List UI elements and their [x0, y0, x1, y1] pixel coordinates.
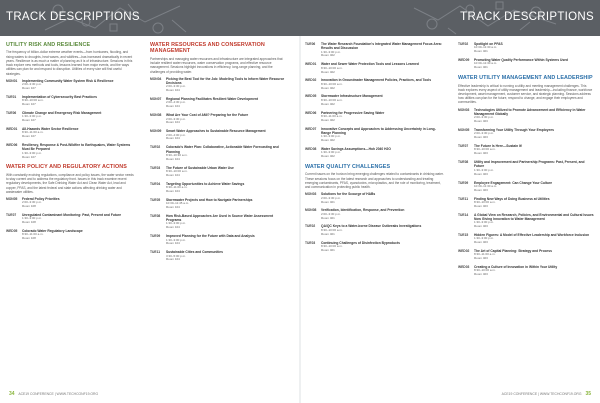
session-time: 2:00–4:00 p.m.: [166, 132, 187, 137]
session-entry: [6, 197, 136, 209]
session-details: [474, 233, 594, 245]
session-entry: [458, 160, 594, 176]
session-title: The Future Is Here—Sustain It!: [474, 144, 523, 149]
session-room: Room 401: [321, 199, 335, 204]
session-entry: [150, 182, 288, 194]
session-time: 8:30–11:00 a.m.: [22, 130, 44, 135]
session-room: Room 107: [22, 134, 36, 139]
session-title: All-Hazards Water Sector Resilience: [22, 126, 79, 131]
session-title: Water Savings Assumptions—Hoh 2040 H2O: [321, 146, 391, 151]
session-entry: [6, 95, 136, 107]
session-time: 8:30–11:00 a.m.: [474, 252, 496, 257]
session-time: 8:30–10:00 a.m.: [321, 227, 343, 232]
session-entry: [458, 108, 594, 124]
session-title: Transforming Your Utility Through Your Employees: [474, 128, 554, 133]
session-code: TUE03: [305, 240, 316, 245]
session-code: WED06: [305, 110, 317, 115]
session-entry: [458, 213, 594, 229]
section-description: Effective leadership is critical to running a utility and meeting management challenges. This track explores every aspect of utility management and leadership—including finance, workforce development, asset management, customer service, and strategic planning. Sessions address how utilities can plan for the future, respond to change, and engage their employees and communities.: [458, 83, 593, 105]
session-entry: [305, 147, 445, 159]
session-time: 2:00–3:30 p.m.: [321, 211, 342, 216]
session-time: 2:00–3:30 p.m.: [22, 82, 43, 87]
session-title: Regional Planning Facilitates Resilient Water Development: [166, 97, 259, 102]
session-details: [166, 129, 288, 141]
session-entry: [458, 181, 594, 193]
session-details: [321, 62, 445, 74]
session-room: Room 401: [474, 49, 488, 54]
session-room: Room 104: [166, 241, 180, 246]
session-room: Room 402: [321, 53, 335, 58]
session-details: [321, 147, 445, 159]
page-gutter: [299, 36, 301, 403]
session-details: [166, 182, 288, 194]
session-entry: [305, 241, 445, 253]
session-title: Targeting Opportunities to Achieve Water Savings: [166, 181, 245, 186]
session-time: 1:30–3:00 p.m.: [474, 167, 495, 172]
session-time: 1:30–3:00 p.m.: [321, 49, 342, 54]
session-details: [166, 77, 288, 93]
session-title: The Water Research Foundation's Integrated Water Management Focus Area: Results and Discussion: [321, 42, 442, 51]
session-time: 2:00–3:30 p.m.: [166, 84, 187, 89]
session-title: Colorado Water Regulatory Landscape: [22, 229, 83, 234]
session-room: Room 403: [474, 171, 488, 176]
session-title: The Future of Sustainable Urban Water Use: [166, 165, 234, 170]
session-room: Room 104: [166, 156, 180, 161]
session-title: Technologies Utilized to Promote Advancement and Efficiency in Water Management Globally: [474, 107, 586, 116]
column-1: [6, 42, 136, 245]
session-details: [22, 213, 136, 225]
session-code: TUE07: [6, 213, 17, 218]
session-time: 2:00–3:30 p.m.: [166, 116, 187, 121]
session-room: Room 104: [166, 104, 180, 109]
session-room: Room 403: [474, 135, 488, 140]
session-details: [474, 181, 594, 193]
column-4: [458, 42, 594, 281]
session-time: 8:30–10:00 a.m.: [166, 169, 188, 173]
session-entry: [150, 113, 288, 125]
session-code: MON08: [305, 208, 317, 213]
session-title: Innovation in Groundwater Management Policies, Practices, and Tools: [321, 78, 432, 83]
session-details: [321, 78, 445, 90]
session-code: MON03: [305, 192, 317, 197]
session-time: 8:30–10:00 a.m.: [321, 81, 343, 86]
session-room: Room 402: [321, 117, 335, 122]
session-time: 8:30–10:00 a.m.: [321, 97, 343, 102]
section-heading: WATER QUALITY CHALLENGES: [305, 164, 391, 170]
session-code: TUE08: [458, 160, 469, 165]
session-code: MON04: [150, 76, 162, 81]
session-time: 2:00–4:30 p.m.: [166, 100, 187, 105]
session-title: Hidden Figures: A Model of Effective Leadership and Workforce Inclusion: [474, 232, 590, 237]
session-entry: [305, 192, 445, 204]
session-details: [474, 265, 594, 277]
session-room: Room 402: [321, 154, 335, 159]
session-entry: [305, 62, 445, 74]
session-entry: [458, 144, 594, 156]
session-time: 8:30–11:00 a.m.: [166, 185, 188, 190]
section-description: Partnerships and managing water resources and infrastructure are integrated approaches that include resilient water resources, water conservation programs, and effective resource management. Sessions highlight innovations in efficiency, long-range planning, and the challenges of providing water.: [150, 56, 283, 74]
session-code: MON01: [6, 78, 18, 83]
session-details: [474, 108, 594, 124]
session-time: 1:30–3:00 p.m.: [474, 220, 495, 225]
session-time: 8:30–10:00 a.m.: [474, 199, 496, 204]
session-time: 8:30–11:00 a.m.: [321, 113, 343, 118]
session-title: Spotlight on PFAS: [474, 42, 503, 46]
session-code: MON08: [150, 113, 162, 118]
session-details: [321, 127, 445, 143]
session-code: WED02: [458, 249, 470, 254]
session-room: Room 402: [321, 85, 335, 90]
session-entry: [150, 145, 288, 161]
session-entry: [150, 198, 288, 210]
session-time: 8:30–10:00 a.m.: [22, 98, 44, 103]
session-time: 8:30–10:00 a.m.: [474, 147, 496, 152]
session-entry: [458, 233, 594, 245]
session-details: [321, 241, 445, 253]
session-entry: [150, 129, 288, 141]
session-title: Stormwater Projects and How to Navigate Partnerships: [166, 197, 253, 202]
footer-right: [502, 391, 594, 397]
session-room: Room 402: [321, 101, 335, 106]
session-entry: [150, 77, 288, 93]
session-code: WED09: [458, 58, 470, 63]
session-code: MON03: [458, 107, 470, 112]
session-details: [321, 42, 445, 58]
session-room: Room 403: [474, 256, 488, 261]
session-code: MON05: [458, 128, 470, 133]
session-room: Room 401: [321, 215, 335, 220]
session-title: Resiliency, Response & Post-Wildfire to Earthquakes, Water Systems Must Be Prepared: [22, 143, 131, 152]
session-code: WED05: [6, 229, 18, 234]
session-details: [321, 224, 445, 236]
session-room: Room 401: [321, 231, 335, 236]
session-code: TUE04: [150, 181, 161, 186]
session-entry: [458, 128, 594, 140]
session-title: Picking the Best Tool for the Job: Modeling Tools to Inform Water Resource Decisions: [166, 76, 285, 86]
session-room: Room 104: [166, 88, 180, 93]
session-title: Climate Change and Emergency Risk Management: [22, 110, 102, 115]
session-entry: [150, 166, 288, 178]
session-code: TUE11: [458, 196, 469, 201]
session-time: 1:30–3:00 p.m.: [22, 216, 43, 221]
session-time: 2:00–3:30 p.m.: [22, 200, 43, 205]
session-title: Innovative Concepts and Approaches to Addressing Uncertainty in Long-Range Planning: [321, 126, 436, 135]
session-time: 1:30–3:00 p.m.: [321, 150, 342, 155]
session-title: Stormwater Infrastructure Management: [321, 94, 383, 99]
session-code: TUE07: [458, 144, 469, 149]
session-room: Room 402: [321, 138, 335, 143]
session-code: TUE11: [150, 250, 161, 255]
page-title-left: TRACK DESCRIPTIONS: [6, 11, 140, 23]
session-title: The Art of Capital Planning: Strategy and Process: [474, 249, 552, 254]
session-details: [474, 128, 594, 140]
session-title: Partnering for Progressive Saving Water: [321, 110, 385, 115]
session-title: Implementation of Cybersecurity Best Practices: [22, 94, 97, 99]
session-code: MON09: [150, 129, 162, 134]
session-title: Smart Water Approaches to Sustainable Resource Management: [166, 129, 266, 134]
session-room: Room 403: [474, 187, 488, 192]
session-room: Room 402: [321, 69, 335, 74]
session-entry: [150, 214, 288, 230]
session-details: [321, 208, 445, 220]
session-room: Room 403: [474, 224, 488, 229]
session-time: 3:30–5:00 p.m.: [166, 253, 187, 258]
session-time: 1:30–3:00 p.m.: [321, 134, 342, 139]
session-time: 1:30–3:00 p.m.: [474, 236, 495, 241]
session-title: A Global View on Research, Policies, and Environmental and Cultural Issues Now Giving Innovation to Water Management: [474, 212, 594, 221]
session-title: Finding New Ways of Doing Business at Utilities: [474, 196, 550, 201]
session-entry: [305, 78, 445, 90]
session-code: TUE02: [458, 42, 469, 46]
session-title: Federal Policy Priorities: [22, 196, 60, 201]
column-3: [305, 42, 445, 257]
session-room: Room 108: [22, 204, 36, 209]
session-details: [474, 213, 594, 229]
session-title: How Risk-Based Approaches Are Used in Source Water Assessment Programs: [166, 213, 274, 223]
session-time: 10:30–11:45 a.m.: [166, 201, 190, 206]
session-time: 1:30–3:00 p.m.: [166, 221, 187, 226]
session-time: 8:30–10:00 a.m.: [321, 243, 343, 248]
session-time: 1:30–3:00 p.m.: [166, 237, 187, 242]
session-room: Room 108: [22, 220, 36, 225]
page-title-right: TRACK DESCRIPTIONS: [460, 11, 594, 23]
session-details: [321, 111, 445, 123]
session-room: Room 104: [166, 225, 180, 230]
session-title: Implementing Community Water System Risk & Resilience: [22, 78, 114, 83]
session-room: Room 403: [474, 203, 488, 208]
session-time: 10:30–11:30 a.m.: [474, 45, 498, 50]
session-title: Water and Sewer Water Protection Tools and Lessons Learned: [321, 62, 419, 67]
session-code: WED03: [458, 265, 470, 270]
session-code: TUE14: [458, 212, 469, 217]
session-title: Continuing Challenges of Disinfection Byproducts: [321, 240, 400, 245]
section-description: Current issues on the horizon bring emerging challenges related to contaminants in drinking water. These sessions focus on the latest research and approaches to understanding and treating emerging contaminants, PFAS, cyanotoxins, microplastics, and the role of monitoring, treatment, and communication in protecting public health.: [305, 172, 444, 190]
session-time: 8:30–10:00 a.m.: [474, 268, 496, 273]
session-details: [166, 145, 288, 161]
session-entry: [305, 127, 445, 143]
session-title: Unregulated Contaminant Monitoring: Past, Present and Future: [22, 213, 122, 218]
session-code: MON05: [6, 196, 18, 201]
session-room: Room 401: [474, 65, 488, 70]
session-entry: [150, 234, 288, 246]
session-details: [474, 249, 594, 261]
session-time: 2:00–3:30 p.m.: [474, 115, 495, 120]
session-room: Room 401: [321, 247, 335, 252]
session-details: [22, 111, 136, 123]
session-code: TUE09: [150, 234, 161, 239]
section-description: With constantly evolving regulations, compliance and policy issues, the water sector needs to stay current and to address the regulatory front. Issues in this track examine recent regulatory developments, the Safe Drinking Water Act and Clean Water Act, lead and copper, PFAS, and the latest federal and state actions affecting drinking water and wastewater utilities.: [6, 172, 134, 194]
session-code: MON07: [150, 97, 162, 102]
session-room: Room 104: [166, 188, 180, 193]
session-details: [474, 160, 594, 176]
session-details: [22, 79, 136, 91]
session-details: [166, 250, 288, 262]
session-room: Room 403: [474, 272, 488, 277]
session-code: TUE02: [150, 145, 161, 150]
session-entry: [458, 58, 594, 70]
session-code: WED01: [305, 62, 317, 67]
footer-text: ACE19 CONFERENCE | WWW.TECHCONF19.ORG: [501, 391, 582, 396]
session-time: 2:00–3:30 p.m.: [321, 195, 342, 200]
session-time: 1:30–3:00 p.m.: [22, 114, 43, 119]
session-room: Room 107: [22, 85, 36, 90]
session-time: 10:30–11:30 a.m.: [474, 61, 498, 66]
session-room: Room 107: [22, 118, 36, 123]
session-time: 1:30–3:00 p.m.: [22, 150, 43, 155]
session-entry: [305, 111, 445, 123]
session-entry: [458, 249, 594, 261]
session-code: WED02: [305, 78, 317, 83]
session-title: Creating a Culture of Innovation in Within Your Utility: [474, 265, 558, 270]
session-title: Promoting Water Quality Performance Within Systems Used: [474, 58, 569, 63]
section-heading: WATER POLICY AND REGULATORY ACTIONS: [6, 164, 127, 171]
session-entry: [305, 208, 445, 220]
session-title: Employee Engagement: Can Change Your Culture: [474, 180, 553, 185]
section-heading: WATER RESOURCES AND CONSERVATION MANAGEMENT: [150, 42, 265, 55]
section-heading: UTILITY RISK AND RESILIENCE: [6, 42, 91, 48]
session-title: Utility and Improvement and Partnership Programs: Past, Present, and Future: [474, 160, 585, 169]
session-code: TUE15: [458, 232, 469, 237]
header-banner: [0, 0, 600, 36]
session-title: Sustainable Cities and Communities: [166, 250, 223, 255]
section-description: The frequency of billion-dollar extreme weather events—from hurricanes, flooding, and rising waters to droughts, heat waves, and wildfires—has increased dramatically in recent years. Resilience is as much a matter of planning as it is of infrastructure. Sessions in this track explore new methods and tools, lessons learned from major events, and the ways utilities can plan for and respond to disruption. Utilities of every size will find useful strategies.: [6, 50, 133, 76]
session-time: 8:30–10:30 a.m.: [166, 152, 188, 157]
session-details: [166, 113, 288, 125]
session-title: Colorado's Water Plan: Collaborative, Actionable Water Forecasting and Planning: [166, 145, 279, 154]
session-room: Room 104: [166, 120, 180, 125]
session-code: TUE06: [305, 42, 316, 46]
session-code: TUE09: [458, 180, 469, 185]
session-details: [474, 58, 594, 70]
session-room: Room 107: [22, 154, 36, 159]
session-entry: [150, 250, 288, 262]
session-title: Verification, Identification, Response, and Prevention: [321, 208, 405, 213]
session-title: Improved Planning for the Future with Data and Analysis: [166, 234, 255, 239]
session-time: 2:00–3:30 p.m.: [474, 131, 495, 136]
session-entry: [305, 224, 445, 236]
session-room: Room 108: [22, 236, 36, 241]
footer-left: [6, 391, 98, 397]
session-code: WED08: [305, 146, 317, 151]
session-code: TUE08: [150, 213, 161, 218]
session-details: [22, 95, 136, 107]
session-time: 8:30–10:00 a.m.: [321, 65, 343, 70]
session-room: Room 104: [166, 205, 180, 210]
session-title: What Are Your Cost of AMI? Preparing for the Future: [166, 113, 249, 118]
session-entry: [458, 265, 594, 277]
session-entry: [150, 97, 288, 109]
session-code: TUE02: [305, 224, 316, 229]
session-entry: [458, 42, 594, 54]
session-details: [474, 197, 594, 209]
session-details: [321, 94, 445, 106]
session-details: [166, 198, 288, 210]
session-entry: [305, 42, 445, 58]
session-room: Room 107: [22, 102, 36, 107]
session-details: [321, 192, 445, 204]
session-code: WED01: [6, 126, 18, 131]
session-entry: [6, 213, 136, 225]
session-entry: [6, 127, 136, 139]
session-details: [166, 97, 288, 109]
session-entry: [6, 111, 136, 123]
session-room: Room 403: [474, 240, 488, 245]
session-details: [474, 42, 594, 54]
section-heading: WATER UTILITY MANAGEMENT AND LEADERSHIP: [458, 75, 593, 82]
session-details: [22, 197, 136, 209]
session-room: Room 104: [166, 172, 180, 177]
session-entry: [6, 79, 136, 91]
session-code: WED07: [305, 126, 317, 131]
session-code: TUE03: [150, 165, 161, 170]
session-details: [166, 234, 288, 246]
session-time: 8:30–11:00 a.m.: [22, 232, 44, 237]
column-2: [150, 42, 288, 266]
session-details: [166, 166, 288, 178]
session-room: Room 403: [474, 151, 488, 156]
session-title: Solutions for the Scourge of HABs: [321, 192, 376, 197]
session-code: WED05: [305, 94, 317, 99]
page-number: 34: [9, 391, 15, 397]
session-room: Room 104: [166, 257, 180, 262]
session-details: [474, 144, 594, 156]
session-entry: [458, 197, 594, 209]
session-entry: [305, 94, 445, 106]
session-room: Room 104: [166, 136, 180, 141]
session-time: 10:30–11:30 a.m.: [474, 183, 498, 188]
session-details: [22, 229, 136, 241]
session-details: [166, 214, 288, 230]
session-code: TUE01: [6, 94, 17, 99]
session-code: WED06: [6, 143, 18, 148]
session-entry: [6, 229, 136, 241]
session-title: QA/QC Keys to a Water-borne Disease Outbreaks Investigations: [321, 224, 422, 229]
session-room: Room 403: [474, 119, 488, 124]
session-details: [22, 143, 136, 159]
session-code: TUE06: [6, 110, 17, 115]
session-details: [22, 127, 136, 139]
session-code: TUE05: [150, 197, 161, 202]
footer-text: ACE19 CONFERENCE | WWW.TECHCONF19.ORG: [18, 391, 99, 396]
session-entry: [6, 143, 136, 159]
page-number: 35: [585, 391, 591, 397]
